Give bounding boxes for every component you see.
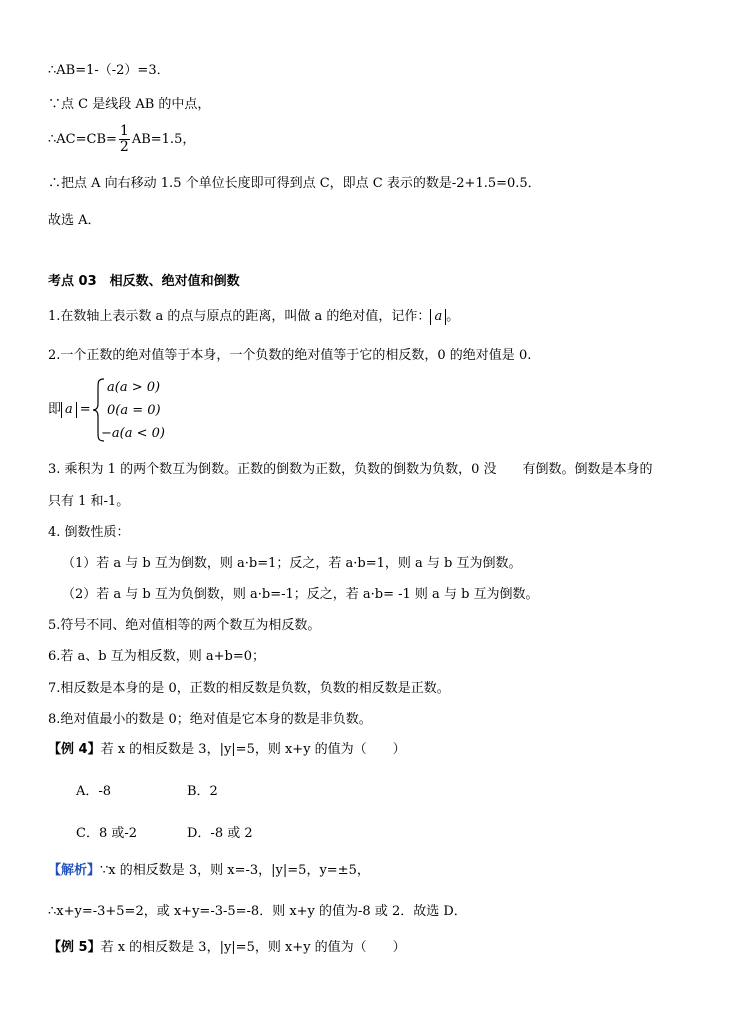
point-3-line-1: 3. 乘积为 1 的两个数互为倒数。正数的倒数为正数，负数的倒数为负数，0 没 有倒数。倒数是本身的 bbox=[48, 462, 653, 477]
choice-d: D．-8 或 2 bbox=[187, 826, 253, 841]
piecewise-case-zero: 0(a = 0) bbox=[107, 403, 161, 418]
text-line-ab: ∴AB=1-（-2）=3． bbox=[48, 63, 170, 78]
point-3-line-2: 只有 1 和-1。 bbox=[48, 494, 130, 509]
ac-cb-prefix: ∴AC=CB= bbox=[48, 132, 117, 147]
point-8: 8.绝对值最小的数是 0；绝对值是它本身的数是非负数。 bbox=[48, 712, 372, 727]
piecewise-case-negative: −a(a < 0) bbox=[101, 426, 165, 441]
ac-cb-suffix: AB=1.5， bbox=[131, 132, 196, 147]
point-4-1: （1）若 a 与 b 互为倒数，则 a·b=1；反之，若 a·b=1，则 a 与 b 互为倒数。 bbox=[62, 556, 522, 571]
point-5: 5.符号不同、绝对值相等的两个数互为相反数。 bbox=[48, 618, 321, 633]
fraction-denominator: 2 bbox=[119, 139, 129, 155]
fraction-one-half bbox=[119, 124, 130, 155]
point-7: 7.相反数是本身的是 0，正数的相反数是负数，负数的相反数是正数。 bbox=[48, 681, 450, 696]
section-heading: 考点 03 相反数、绝对值和倒数 bbox=[48, 274, 240, 289]
choice-a: A．-8 bbox=[76, 784, 112, 799]
piecewise-abs-a: a bbox=[61, 402, 77, 418]
point-2: 2.一个正数的绝对值等于本身，一个负数的绝对值等于它的相反数，0 的绝对值是 0. bbox=[48, 348, 532, 363]
choice-b: B．2 bbox=[187, 784, 218, 799]
point-4: 4. 倒数性质： bbox=[48, 525, 130, 540]
example-5-label: 【例 5】 bbox=[48, 940, 101, 955]
choice-c: C．8 或-2 bbox=[76, 826, 138, 841]
point-1 bbox=[48, 308, 459, 326]
text-line-ac-cb bbox=[48, 124, 195, 156]
text-line-choose-a: 故选 A． bbox=[48, 213, 101, 228]
piecewise-ji: 即 bbox=[48, 402, 62, 417]
example-5-question: 若 x 的相反数是 3，|y|=5，则 x+y 的值为（ ） bbox=[100, 940, 406, 955]
point-1-text: 1.在数轴上表示数 a 的点与原点的距离，叫做 a 的绝对值，记作： bbox=[48, 309, 431, 324]
point-1-end: 。 bbox=[446, 309, 460, 324]
example-5 bbox=[48, 939, 406, 957]
piecewise-equals: = bbox=[79, 402, 91, 417]
solution-text: ∵x 的相反数是 3，则 x=-3，|y|=5，y=±5， bbox=[100, 863, 370, 878]
example-4-question: 若 x 的相反数是 3，|y|=5，则 x+y 的值为（ ） bbox=[100, 742, 406, 757]
solution-line-1 bbox=[48, 862, 370, 880]
solution-label: 【解析】 bbox=[48, 863, 101, 878]
example-4-label: 【例 4】 bbox=[48, 742, 101, 757]
abs-a-symbol: a bbox=[430, 309, 446, 325]
text-line-move-point: ∴把点 A 向右移动 1.5 个单位长度即可得到点 C，即点 C 表示的数是-2+1.5=0.5． bbox=[48, 176, 541, 191]
fraction-numerator: 1 bbox=[119, 123, 129, 139]
solution-line-2: ∴x+y=-3+5=2，或 x+y=-3-5=-8．则 x+y 的值为-8 或 2．故选 D． bbox=[48, 904, 467, 919]
point-6: 6.若 a、b 互为相反数，则 a+b=0； bbox=[48, 649, 266, 664]
example-4 bbox=[48, 741, 406, 759]
piecewise-prefix bbox=[48, 401, 91, 419]
text-line-midpoint: ∵点 C 是线段 AB 的中点， bbox=[48, 97, 211, 112]
point-4-2: （2）若 a 与 b 互为负倒数，则 a·b=-1；反之，若 a·b= -1 则 a 与 b 互为倒数。 bbox=[62, 587, 539, 602]
piecewise-case-positive: a(a > 0) bbox=[107, 380, 161, 395]
